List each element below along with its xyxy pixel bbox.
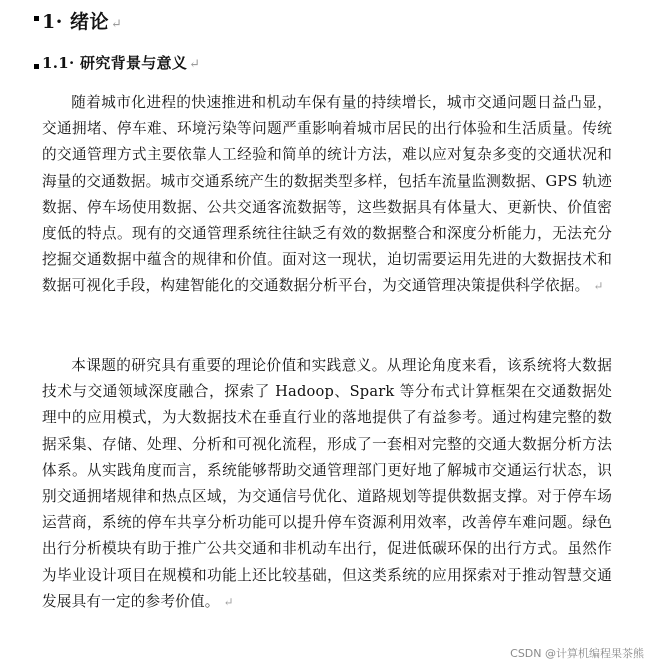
paragraph-mark-icon: ↵ [593,279,604,294]
heading1-bullet [34,16,39,21]
body-paragraph [42,353,612,615]
heading2-bullet [34,64,39,69]
heading-separator: · [69,54,81,72]
chapter-heading [42,7,122,34]
paragraph-mark-icon: ↵ [110,17,123,32]
section-heading [42,52,200,73]
section-number: 1.1 [42,54,69,72]
chapter-title: 绪论 [69,11,109,33]
paragraph-mark-icon: ↵ [189,57,201,72]
heading-separator: · [55,11,70,33]
section-title: 研究背景与意义 [80,54,188,72]
body-paragraph [42,90,612,300]
paragraph-text: 随着城市化进程的快速推进和机动车保有量的持续增长，城市交通问题日益凸显，交通拥堵、停车难、环境污染等问题严重影响着城市居民的出行体验和生活质量。传统的交通管理方式主要依靠人工经验和简单的统计方法，难以应对复杂多变的交通状况和海量的交通数据。城市交通系统产生的数据类型多样，包括车流量监测数据、GPS 轨迹数据、停车场使用数据、公共交通客流数据等，这些数据具有体量大、更新快、价值密度低的特点。现有的交通管理系统往往缺乏有效的数据整合和深度分析能力，无法充分挖掘交通数据中蕴含的规律和价值。面对这一现状，迫切需要运用先进的大数据技术和数据可视化手段，构建智能化的交通数据分析平台，为交通管理决策提供科学依据。 [42,94,612,295]
chapter-number: 1 [42,11,56,33]
watermark: CSDN @计算机编程果茶熊 [510,647,644,660]
paragraph-text: 本课题的研究具有重要的理论价值和实践意义。从理论角度来看，该系统将大数据技术与交通领域深度融合，探索了 Hadoop、Spark 等分布式计算框架在交通数据处理中的应用模式，为大数据技术在垂直行业的落地提供了有益参考。通过构建完整的数据采集、存储、处理、分析和可视化流程，形成了一套相对完整的交通大数据分析方法体系。从实践角度而言，系统能够帮助交通管理部门更好地了解城市交通运行状态，识别交通拥堵规律和热点区域，为交通信号优化、道路规划等提供数据支撑。对于停车场运营商，系统的停车共享分析功能可以提升停车资源利用效率，改善停车难问题。绿色出行分析模块有助于推广公共交通和非机动车出行，促进低碳环保的出行方式。虽然作为毕业设计项目在规模和功能上还比较基础，但这类系统的应用探索对于推动智慧交通发展具有一定的参考价值。 [42,357,612,610]
paragraph-mark-icon: ↵ [223,594,234,609]
